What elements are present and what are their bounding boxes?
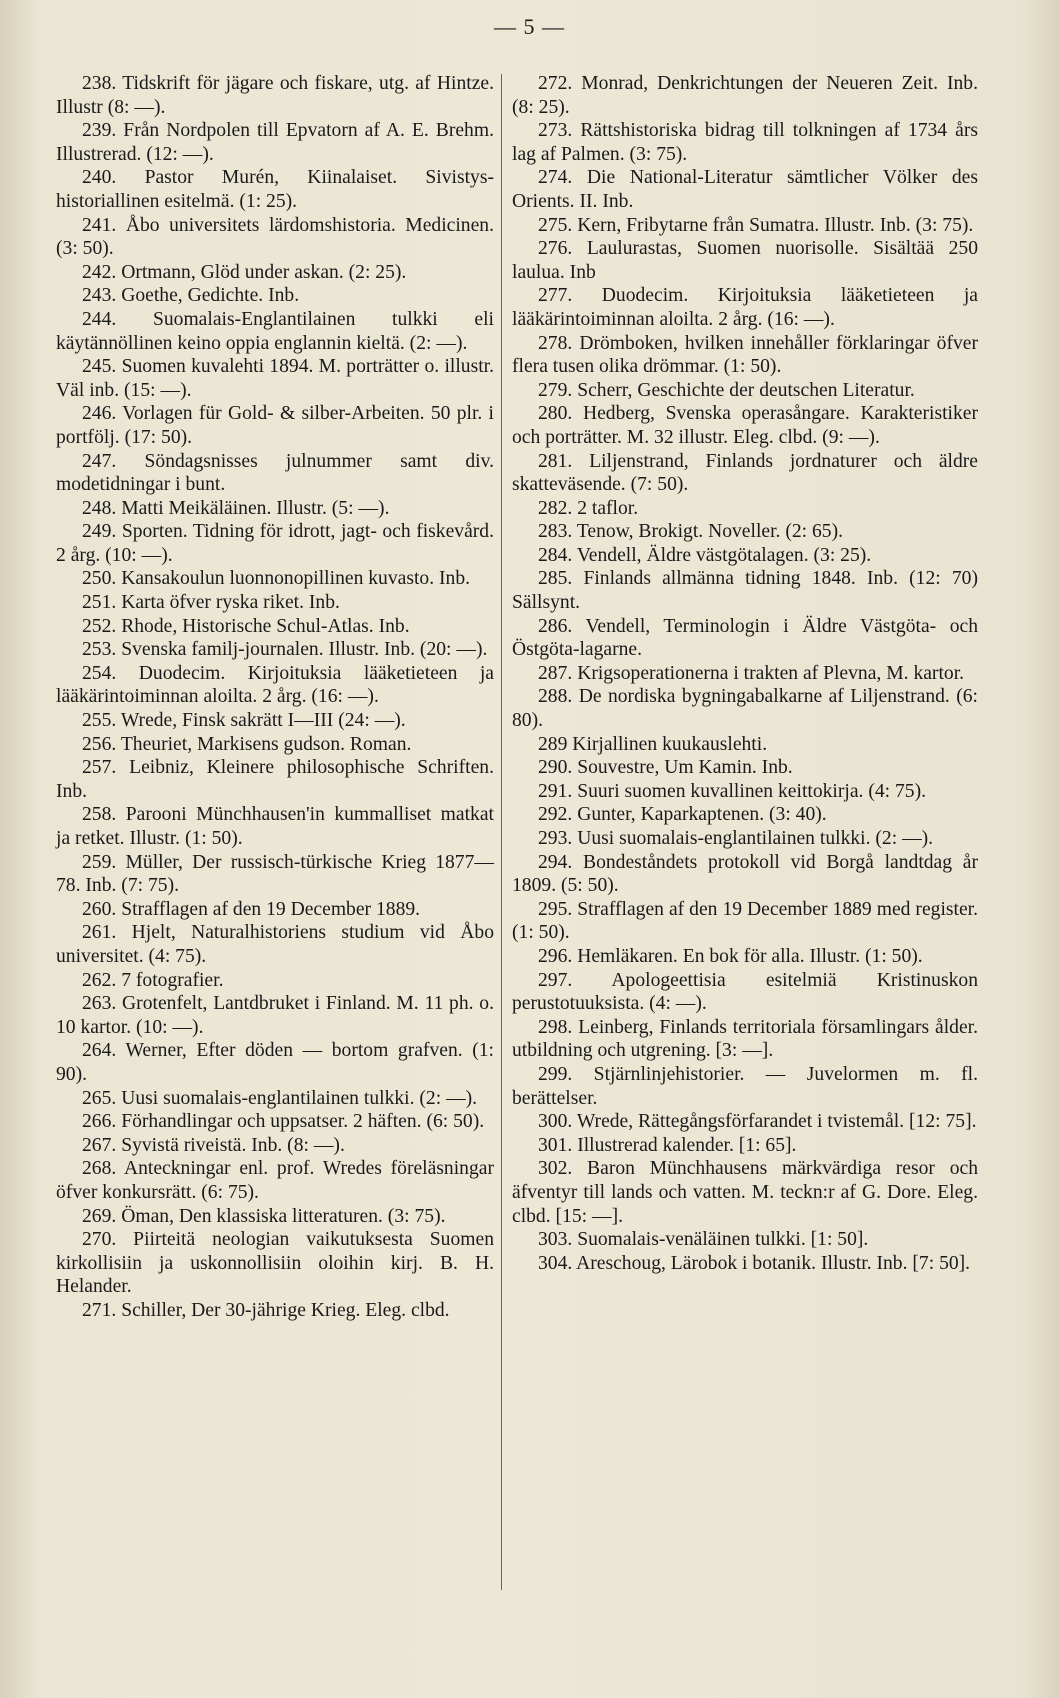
catalog-entry: 286. Vendell, Terminologin i Äldre Västgöta- och Östgöta-lagarne. (512, 615, 978, 661)
catalog-entry: 285. Finlands allmänna tidning 1848. Inb. (12: 70) Sällsynt. (512, 568, 978, 614)
catalog-entry: 265. Uusi suomalais-englantilainen tulkki. (2: —). (82, 1087, 478, 1109)
catalog-entry: 260. Strafflagen af den 19 December 1889. (82, 898, 421, 920)
catalog-entry: 241. Åbo universitets lärdomshistoria. Medicinen. (3: 50). (56, 214, 494, 260)
catalog-entry: 273. Rättshistoriska bidrag till tolkningen af 1734 års lag af Palmen. (3: 75). (512, 120, 978, 165)
catalog-entry: 269. Öman, Den klassiska litteraturen. (3: 75). (82, 1205, 446, 1227)
catalog-entry: 271. Schiller, Der 30-jährige Krieg. Eleg. clbd. (82, 1299, 450, 1321)
catalog-entry: 252. Rhode, Historische Schul-Atlas. Inb. (82, 615, 410, 637)
catalog-entry: 301. Illustrerad kalender. [1: 65]. (538, 1134, 797, 1156)
catalog-entry: 296. Hemläkaren. En bok för alla. Illustr. (1: 50). (538, 945, 923, 967)
catalog-entry: 281. Liljenstrand, Finlands jordnaturer och äldre skatteväsende. (7: 50). (512, 450, 978, 496)
catalog-entry: 268. Anteckningar enl. prof. Wredes föreläsningar öfver konkursrätt. (6: 75). (56, 1158, 494, 1203)
catalog-entry: 302. Baron Münchhausens märkvärdiga resor och äfventyr till lands och vatten. M. teckn:r af G. Dore. Eleg. clbd. [15: —]. (512, 1158, 978, 1227)
catalog-entry: 266. Förhandlingar och uppsatser. 2 häften. (6: 50). (82, 1111, 485, 1133)
catalog-entry: 251. Karta öfver ryska riket. Inb. (82, 592, 340, 614)
catalog-entry: 263. Grotenfelt, Lantdbruket i Finland. M. 11 ph. o. 10 kartor. (10: —). (56, 993, 494, 1038)
catalog-entry: 295. Strafflagen af den 19 December 1889 med register. (1: 50). (512, 898, 978, 944)
catalog-entry: 300. Wrede, Rättegångsförfarandet i tvistemål. [12: 75]. (538, 1111, 977, 1133)
catalog-entry: 288. De nordiska bygningabalkarne af Liljenstrand. (6: 80). (512, 686, 978, 732)
catalog-entry: 279. Scherr, Geschichte der deutschen Literatur. (538, 379, 915, 401)
catalog-entry: 292. Gunter, Kaparkaptenen. (3: 40). (538, 804, 827, 826)
catalog-entry: 246. Vorlagen für Gold- & silber-Arbeiten. 50 plr. i portfölj. (17: 50). (56, 403, 494, 448)
catalog-entry: 264. Werner, Efter döden — bortom grafven. (1: 90). (56, 1040, 494, 1085)
catalog-entry: 253. Svenska familj-journalen. Illustr. Inb. (20: —). (82, 639, 488, 661)
catalog-entry: 267. Syvistä riveistä. Inb. (8: —). (82, 1134, 345, 1156)
catalog-entry: 256. Theuriet, Markisens gudson. Roman. (82, 733, 412, 755)
catalog-entry: 304. Areschoug, Lärobok i botanik. Illustr. Inb. [7: 50]. (538, 1252, 971, 1274)
catalog-entry: 238. Tidskrift för jägare och fiskare, utg. af Hintze. Illustr (8: —). (56, 73, 494, 118)
catalog-entry: 254. Duodecim. Kirjoituksia lääketieteen ja lääkärintoiminnan aloilta. 2 årg. (16: —). (56, 662, 494, 708)
catalog-entry: 261. Hjelt, Naturalhistoriens studium vid Åbo universitet. (4: 75). (56, 922, 494, 967)
catalog-entry: 262. 7 fotografier. (82, 969, 224, 991)
catalog-entry: 297. Apologeettisia esitelmiä Kristinuskon perustotuuksista. (4: —). (512, 969, 978, 1015)
catalog-entry: 303. Suomalais-venäläinen tulkki. [1: 50]. (538, 1229, 869, 1251)
column-divider (501, 74, 502, 1590)
catalog-entry: 278. Drömboken, hvilken innehåller förklaringar öfver flera tusen olika drömmar. (1: 50). (512, 332, 978, 378)
catalog-entry: 272. Monrad, Denkrichtungen der Neueren Zeit. Inb. (8: 25). (512, 73, 978, 118)
right-column (512, 72, 978, 1275)
catalog-entry: 240. Pastor Murén, Kiinalaiset. Sivistys-historiallinen esitelmä. (1: 25). (56, 167, 494, 212)
catalog-entry: 280. Hedberg, Svenska operasångare. Karakteristiker och porträtter. M. 32 illustr. Eleg. clbd. (9: —). (512, 403, 978, 448)
catalog-entry: 257. Leibniz, Kleinere philosophische Schriften. Inb. (56, 757, 494, 802)
catalog-entry: 283. Tenow, Brokigt. Noveller. (2: 65). (538, 521, 844, 543)
catalog-entry: 248. Matti Meikäläinen. Illustr. (5: —). (82, 497, 390, 519)
catalog-entry: 258. Parooni Münchhausen'in kummalliset matkat ja retket. Illustr. (1: 50). (56, 804, 494, 849)
catalog-entry: 290. Souvestre, Um Kamin. Inb. (538, 757, 793, 779)
catalog-entry: 245. Suomen kuvalehti 1894. M. porträtter o. illustr. Väl inb. (15: —). (56, 356, 494, 401)
catalog-entry: 294. Bondeståndets protokoll vid Borgå landtdag år 1809. (5: 50). (512, 851, 978, 897)
catalog-entry: 282. 2 taflor. (538, 497, 639, 519)
catalog-entry: 299. Stjärnlinjehistorier. — Juvelormen m. fl. berättelser. (512, 1063, 978, 1109)
catalog-entry: 287. Krigsoperationerna i trakten af Plevna, M. kartor. (538, 662, 965, 684)
catalog-entry: 291. Suuri suomen kuvallinen keittokirja. (4: 75). (538, 780, 927, 802)
catalog-entry: 298. Leinberg, Finlands territoriala församlingars ålder. utbildning och utgrening. [3: —]. (512, 1016, 978, 1062)
catalog-entry: 244. Suomalais-Englantilainen tulkki eli käytännöllinen keino oppia englannin kieltä. (2: —). (56, 308, 494, 354)
catalog-entry: 275. Kern, Fribytarne från Sumatra. Illustr. Inb. (3: 75). (538, 214, 974, 236)
catalog-entry: 239. Från Nordpolen till Epvatorn af A. E. Brehm. Illustrerad. (12: —). (56, 120, 494, 165)
catalog-entry: 293. Uusi suomalais-englantilainen tulkki. (2: —). (538, 828, 934, 849)
catalog-entry: 277. Duodecim. Kirjoituksia lääketieteen ja lääkärintoiminnan aloilta. 2 årg. (16: —). (512, 285, 978, 330)
catalog-entry: 250. Kansakoulun luonnonopillinen kuvasto. Inb. (82, 568, 471, 590)
catalog-entry: 243. Goethe, Gedichte. Inb. (82, 285, 300, 307)
catalog-entry: 276. Laulurastas, Suomen nuorisolle. Sisältää 250 laulua. Inb (512, 238, 978, 283)
left-column (56, 72, 494, 1322)
catalog-entry: 270. Piirteitä neologian vaikutuksesta Suomen kirkollisiin ja uskonnollisiin oloihin kirj. B. H. Helander. (56, 1229, 494, 1298)
page-number: — 5 — (494, 14, 565, 39)
catalog-entry: 284. Vendell, Äldre västgötalagen. (3: 25). (538, 544, 872, 566)
catalog-entry: 289 Kirjallinen kuukauslehti. (538, 733, 768, 755)
catalog-entry: 247. Söndagsnisses julnummer samt div. modetidningar i bunt. (56, 450, 494, 496)
catalog-entry: 259. Müller, Der russisch-türkische Krieg 1877—78. Inb. (7: 75). (56, 851, 494, 897)
catalog-entry: 255. Wrede, Finsk sakrätt I—III (24: —). (82, 710, 406, 732)
catalog-entry: 249. Sporten. Tidning för idrott, jagt- och fiskevård. 2 årg. (10: —). (56, 521, 494, 566)
catalog-entry: 274. Die National-Literatur sämtlicher Völker des Orients. II. Inb. (512, 167, 978, 212)
catalog-entry: 242. Ortmann, Glöd under askan. (2: 25). (82, 261, 407, 283)
